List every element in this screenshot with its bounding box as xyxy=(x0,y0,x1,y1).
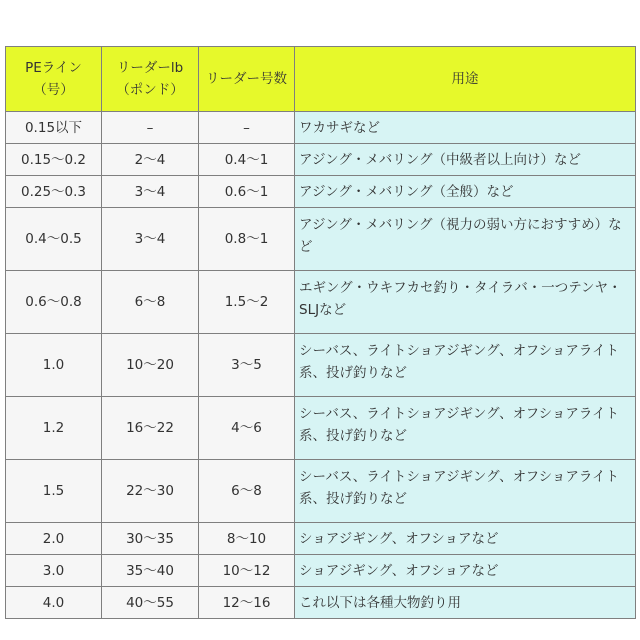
table-row xyxy=(6,555,636,587)
cell-pe: 4.0 xyxy=(6,587,102,619)
cell-gou: 3〜5 xyxy=(199,334,295,397)
cell-use: ワカサギなど xyxy=(295,112,636,144)
cell-gou: 1.5〜2 xyxy=(199,271,295,334)
cell-use: シーバス、ライトショアジギング、オフショアライト系、投げ釣りなど xyxy=(295,334,636,397)
cell-lb: 35〜40 xyxy=(102,555,199,587)
table-row xyxy=(6,271,636,334)
cell-gou: 0.4〜1 xyxy=(199,144,295,176)
header-leader-gou: リーダー号数 xyxy=(199,47,295,112)
cell-pe: 3.0 xyxy=(6,555,102,587)
cell-lb: 40〜55 xyxy=(102,587,199,619)
cell-lb: 30〜35 xyxy=(102,523,199,555)
cell-gou: 6〜8 xyxy=(199,460,295,523)
table-row xyxy=(6,523,636,555)
cell-pe: 1.5 xyxy=(6,460,102,523)
cell-lb: 10〜20 xyxy=(102,334,199,397)
header-leader-lb-l2: （ポンド） xyxy=(116,82,184,98)
cell-use: アジング・メバリング（全般）など xyxy=(295,176,636,208)
table-row xyxy=(6,208,636,271)
cell-use: これ以下は各種大物釣り用 xyxy=(295,587,636,619)
leader-table-container xyxy=(5,46,636,619)
header-leader-lb xyxy=(102,47,199,112)
cell-gou: 4〜6 xyxy=(199,397,295,460)
cell-gou: 8〜10 xyxy=(199,523,295,555)
table-row xyxy=(6,587,636,619)
cell-gou: – xyxy=(199,112,295,144)
header-pe-line xyxy=(6,47,102,112)
cell-lb: 22〜30 xyxy=(102,460,199,523)
pe-leader-table xyxy=(5,46,636,619)
cell-pe: 0.15以下 xyxy=(6,112,102,144)
cell-pe: 0.25〜0.3 xyxy=(6,176,102,208)
header-pe-line-l2: （号） xyxy=(33,82,74,98)
cell-lb: 6〜8 xyxy=(102,271,199,334)
cell-pe: 0.6〜0.8 xyxy=(6,271,102,334)
header-leader-lb-l1: リーダーlb xyxy=(116,60,184,76)
cell-lb: 16〜22 xyxy=(102,397,199,460)
cell-lb: 2〜4 xyxy=(102,144,199,176)
table-row xyxy=(6,460,636,523)
cell-gou: 10〜12 xyxy=(199,555,295,587)
cell-pe: 2.0 xyxy=(6,523,102,555)
cell-use: ショアジギング、オフショアなど xyxy=(295,523,636,555)
table-row xyxy=(6,176,636,208)
cell-pe: 1.2 xyxy=(6,397,102,460)
cell-lb: 3〜4 xyxy=(102,208,199,271)
cell-use: エギング・ウキフカセ釣り・タイラバ・一つテンヤ・SLJなど xyxy=(295,271,636,334)
cell-use: アジング・メバリング（視力の弱い方におすすめ）など xyxy=(295,208,636,271)
cell-lb: 3〜4 xyxy=(102,176,199,208)
cell-use: シーバス、ライトショアジギング、オフショアライト系、投げ釣りなど xyxy=(295,460,636,523)
table-row xyxy=(6,397,636,460)
table-row xyxy=(6,144,636,176)
cell-use: アジング・メバリング（中級者以上向け）など xyxy=(295,144,636,176)
cell-gou: 12〜16 xyxy=(199,587,295,619)
table-row xyxy=(6,112,636,144)
cell-pe: 0.15〜0.2 xyxy=(6,144,102,176)
cell-gou: 0.8〜1 xyxy=(199,208,295,271)
header-row xyxy=(6,47,636,112)
cell-pe: 1.0 xyxy=(6,334,102,397)
cell-lb: – xyxy=(102,112,199,144)
header-pe-line-l1: PEライン xyxy=(25,60,82,76)
cell-use: ショアジギング、オフショアなど xyxy=(295,555,636,587)
header-use: 用途 xyxy=(295,47,636,112)
cell-use: シーバス、ライトショアジギング、オフショアライト系、投げ釣りなど xyxy=(295,397,636,460)
table-row xyxy=(6,334,636,397)
cell-pe: 0.4〜0.5 xyxy=(6,208,102,271)
cell-gou: 0.6〜1 xyxy=(199,176,295,208)
